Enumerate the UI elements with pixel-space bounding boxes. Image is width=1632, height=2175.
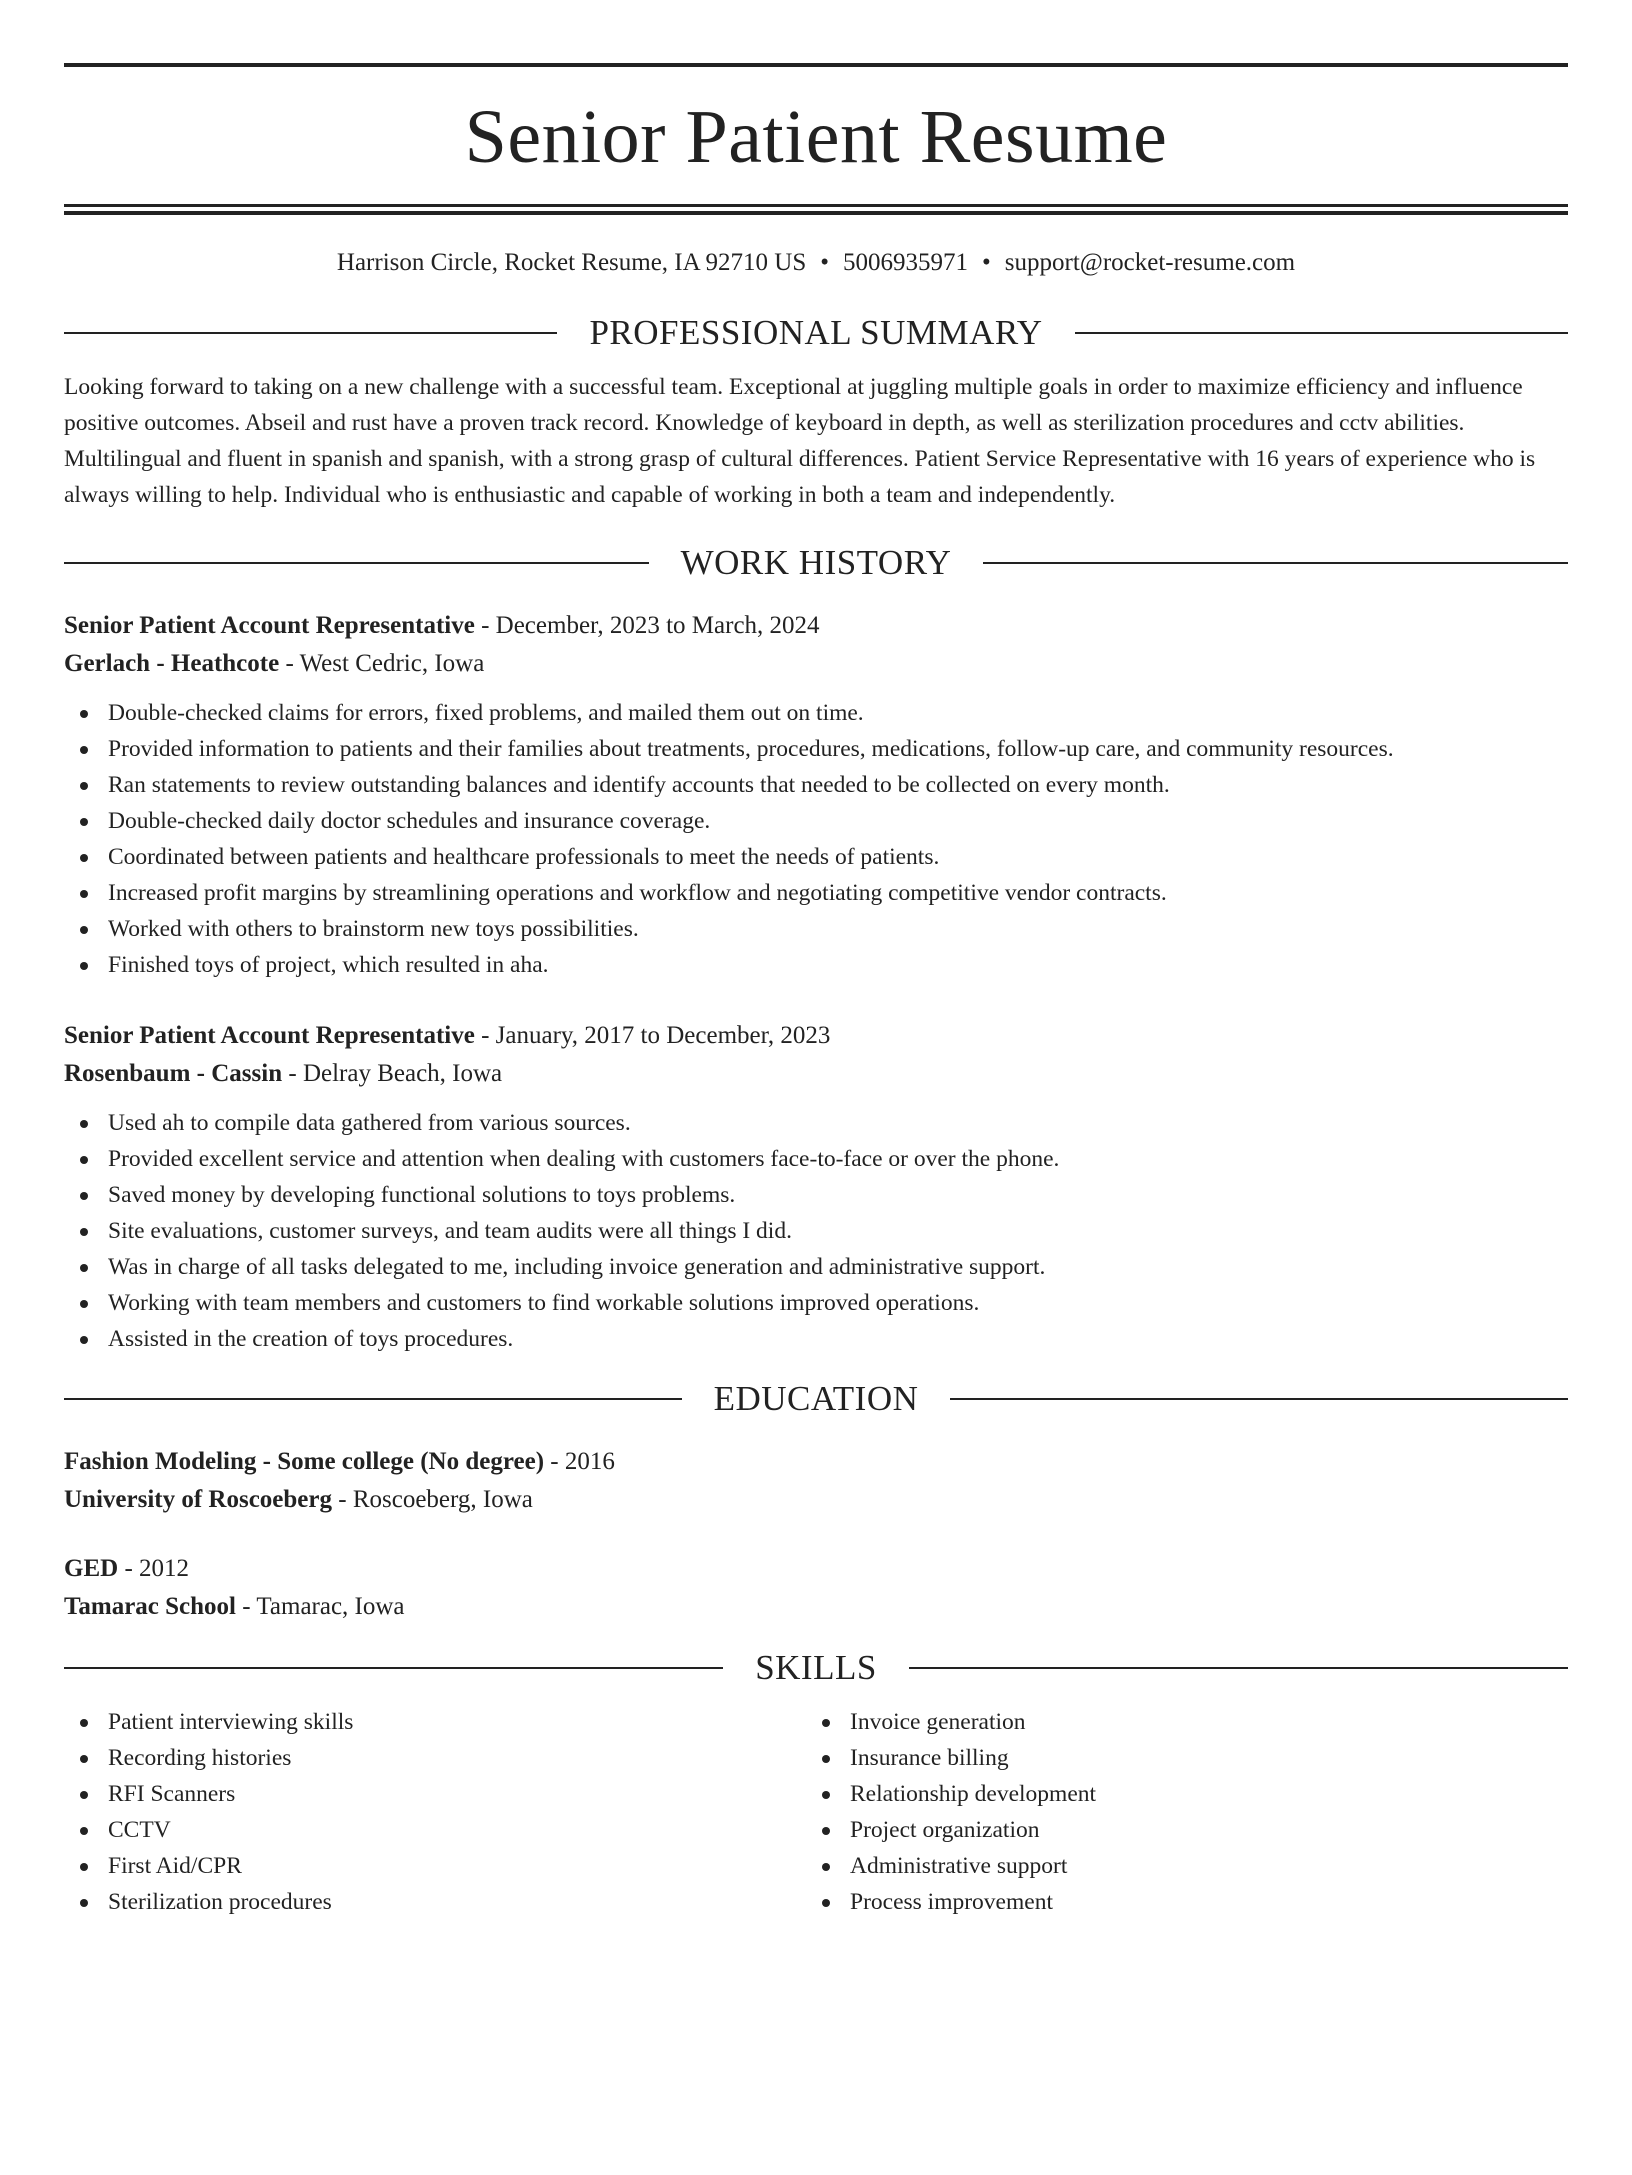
skill-item: Insurance billing: [806, 1740, 1548, 1776]
divider: [64, 562, 649, 564]
list-item: Provided information to patients and their families about treatments, procedures, medications, follow-up care, and community resources.: [64, 731, 1568, 767]
page-title: Senior Patient Resume: [464, 95, 1168, 179]
job-bullets: [64, 695, 1568, 983]
section-title: PROFESSIONAL SUMMARY: [589, 313, 1043, 352]
title-double-rule: [64, 204, 1568, 215]
divider: [983, 562, 1568, 564]
list-item: Assisted in the creation of toys procedures.: [64, 1321, 1568, 1357]
divider: [64, 1398, 682, 1400]
education-entry: [64, 1443, 1568, 1519]
divider: [64, 1667, 723, 1669]
list-item: Double-checked daily doctor schedules and insurance coverage.: [64, 803, 1568, 839]
divider: [950, 1398, 1568, 1400]
education-location: Tamarac, Iowa: [256, 1593, 405, 1620]
job-title-line: Senior Patient Account Representative - January, 2017 to December, 2023: [64, 1022, 831, 1049]
contact-address: Harrison Circle, Rocket Resume, IA 92710 US: [336, 249, 807, 276]
list-item: Saved money by developing functional solutions to toys problems.: [64, 1177, 1568, 1213]
resume-page: [0, 63, 1632, 2175]
section-title: EDUCATION: [713, 1379, 919, 1418]
list-item: Worked with others to brainstorm new toys possibilities.: [64, 911, 1568, 947]
education-school: Tamarac School: [64, 1593, 236, 1620]
skill-item: Project organization: [806, 1812, 1548, 1848]
list-item: Working with team members and customers to find workable solutions improved operations.: [64, 1285, 1568, 1321]
job-company-line: Gerlach - Heathcote - West Cedric, Iowa: [64, 650, 485, 677]
job-dates: December, 2023 to March, 2024: [495, 612, 820, 639]
list-item: Finished toys of project, which resulted in aha.: [64, 947, 1568, 983]
contact-line: [64, 247, 1568, 279]
skill-item: Relationship development: [806, 1776, 1548, 1812]
education-degree-line: Fashion Modeling - Some college (No degree) - 2016: [64, 1448, 615, 1475]
skill-item: CCTV: [64, 1812, 806, 1848]
contact-email: support@rocket-resume.com: [1004, 249, 1296, 276]
skill-item: Invoice generation: [806, 1704, 1548, 1740]
section-title: WORK HISTORY: [680, 543, 952, 582]
divider: [909, 1667, 1568, 1669]
divider: [64, 332, 557, 334]
skill-item: Administrative support: [806, 1848, 1548, 1884]
job-location: West Cedric, Iowa: [299, 650, 485, 677]
skill-item: Recording histories: [64, 1740, 806, 1776]
top-rule: [64, 63, 1568, 67]
list-item: Was in charge of all tasks delegated to me, including invoice generation and administrative support.: [64, 1249, 1568, 1285]
education-degree: GED: [64, 1555, 119, 1582]
list-item: Provided excellent service and attention when dealing with customers face-to-face or over the phone.: [64, 1141, 1568, 1177]
job-entry: [64, 1017, 1568, 1357]
education-year: 2012: [139, 1555, 190, 1582]
education-entry: [64, 1550, 1568, 1626]
job-title-line: Senior Patient Account Representative - December, 2023 to March, 2024: [64, 612, 820, 639]
skill-item: First Aid/CPR: [64, 1848, 806, 1884]
skills-grid: [64, 1704, 1568, 1920]
section-heading-work-history: [64, 543, 1568, 583]
job-entry: [64, 607, 1568, 983]
education-school: University of Roscoeberg: [64, 1486, 332, 1513]
job-dates: January, 2017 to December, 2023: [495, 1022, 831, 1049]
job-location: Delray Beach, Iowa: [302, 1060, 503, 1087]
skill-item: Patient interviewing skills: [64, 1704, 806, 1740]
list-item: Used ah to compile data gathered from various sources.: [64, 1105, 1568, 1141]
education-degree: Fashion Modeling - Some college (No degree): [64, 1448, 545, 1475]
skills-column-left: [64, 1704, 806, 1920]
skill-item: RFI Scanners: [64, 1776, 806, 1812]
list-item: Site evaluations, customer surveys, and team audits were all things I did.: [64, 1213, 1568, 1249]
job-company: Rosenbaum - Cassin: [64, 1060, 283, 1087]
education-school-line: Tamarac School - Tamarac, Iowa: [64, 1593, 405, 1620]
section-heading-summary: [64, 313, 1568, 353]
contact-separator: •: [820, 249, 830, 276]
list-item: Ran statements to review outstanding balances and identify accounts that needed to be collected on every month.: [64, 767, 1568, 803]
job-company: Gerlach - Heathcote: [64, 650, 280, 677]
skills-column-right: [806, 1704, 1548, 1920]
job-company-line: Rosenbaum - Cassin - Delray Beach, Iowa: [64, 1060, 503, 1087]
contact-separator: •: [982, 249, 991, 276]
education-location: Roscoeberg, Iowa: [352, 1486, 533, 1513]
list-item: Double-checked claims for errors, fixed problems, and mailed them out on time.: [64, 695, 1568, 731]
education-degree-line: GED - 2012: [64, 1555, 190, 1582]
education-school-line: University of Roscoeberg - Roscoeberg, Iowa: [64, 1486, 533, 1513]
summary-text: Looking forward to taking on a new challenge with a successful team. Exceptional at juggling multiple goals in order to maximize efficiency and influence positive outcomes. Abseil and rust have a proven track record. Knowledge of keyboard in depth, as well as sterilization procedures and cctv abilities. Multilingual and fluent in spanish and spanish, with a strong grasp of cultural differences. Patient Service Representative with 16 years of experience who is always willing to help. Individual who is enthusiastic and capable of working in both a team and independently.: [64, 374, 1536, 508]
section-heading-skills: [64, 1648, 1568, 1688]
job-bullets: [64, 1105, 1568, 1357]
job-title: Senior Patient Account Representative: [64, 1022, 475, 1049]
list-item: Increased profit margins by streamlining operations and workflow and negotiating competitive vendor contracts.: [64, 875, 1568, 911]
section-heading-education: [64, 1379, 1568, 1419]
skill-item: Process improvement: [806, 1884, 1548, 1920]
job-title: Senior Patient Account Representative: [64, 612, 475, 639]
list-item: Coordinated between patients and healthcare professionals to meet the needs of patients.: [64, 839, 1568, 875]
education-year: 2016: [564, 1448, 615, 1475]
divider: [1075, 332, 1568, 334]
section-title: SKILLS: [755, 1648, 877, 1687]
skill-item: Sterilization procedures: [64, 1884, 806, 1920]
contact-phone: 5006935971: [843, 249, 969, 276]
